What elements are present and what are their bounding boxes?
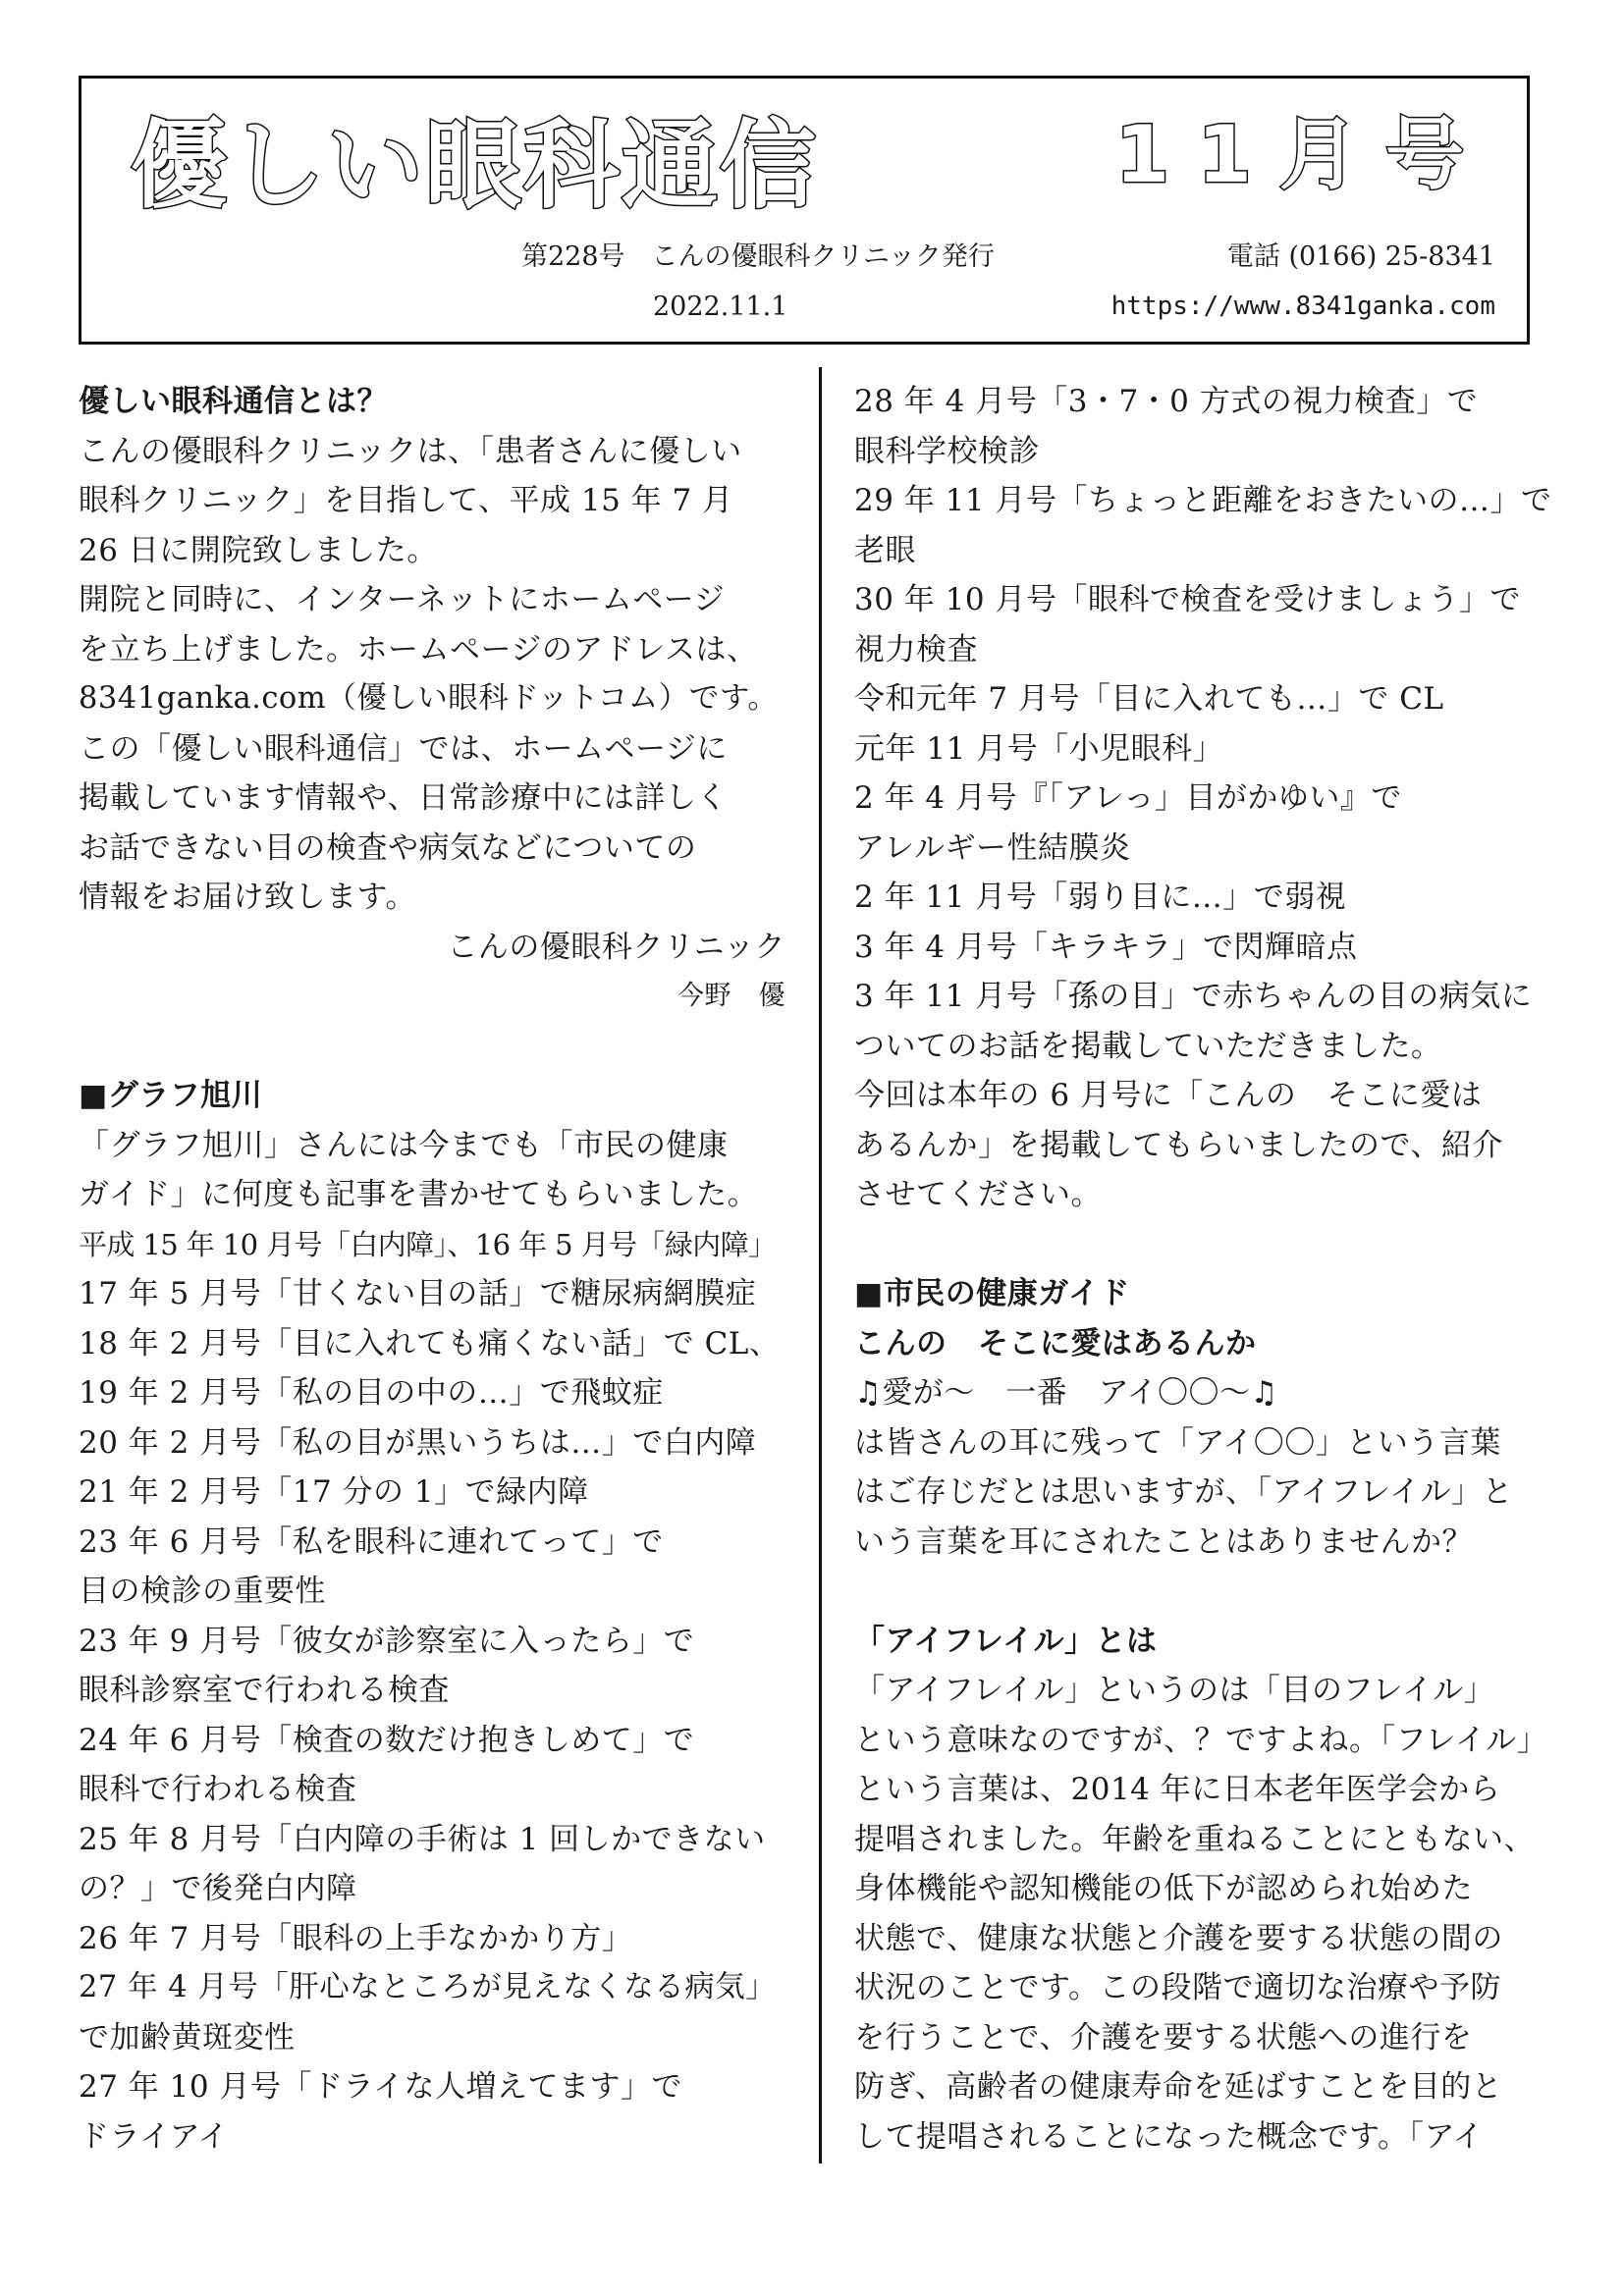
graph-line: 23 年 9 月号「彼女が診察室に入ったら」で	[79, 1623, 695, 1659]
intro-line: 26 日に開院致しました。	[79, 532, 438, 568]
guide-line: ♫愛が～ 一番 アイ〇〇～♫	[854, 1375, 1278, 1411]
eye-frail-paragraph	[854, 1666, 1561, 2162]
frail-line: 防ぎ、高齢者の健康寿命を延ばすことを目的と	[854, 2069, 1503, 2105]
intro-line: を立ち上げました。ホームページのアドレスは、	[79, 631, 758, 667]
frail-line: 提唱されました。年齢を重ねることにともない、	[854, 1821, 1535, 1857]
column-divider	[819, 367, 822, 2163]
intro-line: 掲載しています情報や、日常診療中には詳しく	[79, 780, 728, 816]
article-line: 視力検査	[854, 631, 978, 667]
graph-line: 20 年 2 月号「私の目が黒いうちは…」で白内障	[79, 1424, 757, 1461]
graph-line: ドライアイ	[79, 2118, 229, 2155]
masthead	[79, 76, 1530, 345]
frail-line: して提唱されることになった概念です。「アイ	[854, 2118, 1484, 2155]
graph-line: 26 年 7 月号「眼科の上手なかかり方」	[79, 1920, 633, 1956]
graph-line: 目の検診の重要性	[79, 1574, 326, 1609]
article-line: 2 年 4 月号『「アレっ」目がかゆい』で	[854, 780, 1402, 816]
graph-line: ガイド」に何度も記事を書かせてもらいました。	[79, 1177, 759, 1212]
section-gap	[854, 1567, 1561, 1617]
graph-line: 27 年 10 月号「ドライな人増えてます」で	[79, 2069, 683, 2105]
intro-line: 開院と同時に、インターネットにホームページ	[79, 582, 726, 617]
phone-number: 電話 (0166) 25-8341	[1226, 241, 1495, 272]
article-line: 老眼	[854, 532, 916, 568]
health-guide-subheading: こんの そこに愛はあるんか	[854, 1325, 1257, 1362]
graph-line: 眼科診察室で行われる検査	[79, 1673, 450, 1708]
issue-date: 2022.11.1	[653, 292, 788, 322]
frail-line: 状態で、健康な状態と介護を要する状態の間の	[854, 1920, 1503, 1956]
intro-line: こんの優眼科クリニックは、「患者さんに優しい	[79, 433, 742, 469]
section-gap	[79, 1022, 785, 1072]
graph-line: の？」で後発白内障	[79, 1871, 357, 1906]
article-line: 3 年 4 月号「キラキラ」で閃輝暗点	[854, 929, 1358, 965]
article-line: させてください。	[854, 1177, 1102, 1212]
guide-line: はご存じだとは思いますが、「アイフレイル」と	[854, 1474, 1513, 1510]
graph-line: 18 年 2 月号「目に入れても痛くない話」で CL、	[79, 1325, 781, 1362]
article-line: あるんか」を掲載してもらいましたので、紹介	[854, 1127, 1503, 1163]
publisher-line: 第228号 こんの優眼科クリニック発行	[521, 241, 995, 272]
article-line: 令和元年 7 月号「目に入れても…」で CL	[854, 681, 1444, 717]
intro-line: 情報をお届け致します。	[79, 880, 417, 915]
eye-frail-heading: 「アイフレイル」とは	[854, 1623, 1158, 1659]
website-url: https://www.8341ganka.com	[1110, 292, 1495, 321]
signature-name: 今野 優	[677, 981, 785, 1011]
graph-line: 23 年 6 月号「私を眼科に連れてって」で	[79, 1523, 664, 1560]
intro-paragraph	[79, 427, 785, 923]
graph-line: 25 年 8 月号「白内障の手術は 1 回しかできない	[79, 1821, 766, 1857]
article-line: ついてのお話を掲載していただきました。	[854, 1028, 1442, 1064]
article-line: 28 年 4 月号「3・7・0 方式の視力検査」で	[854, 384, 1479, 419]
guide-line: は皆さんの耳に残って「アイ〇〇」という言葉	[854, 1424, 1501, 1461]
issue-month: 11月号	[1114, 109, 1491, 200]
intro-line: この「優しい眼科通信」では、ホームページに	[79, 730, 728, 767]
graph-line: 17 年 5 月号「甘くない目の話」で糖尿病網膜症	[79, 1276, 757, 1311]
graph-line: 平成 15 年 10 月号「白内障」、16 年 5 月号「緑内障」	[79, 1227, 777, 1261]
signature-clinic: こんの優眼科クリニック	[447, 929, 785, 965]
graph-line: 24 年 6 月号「検査の数だけ抱きしめて」で	[79, 1722, 695, 1758]
guide-line: いう言葉を耳にされたことはありませんか？	[854, 1523, 1473, 1560]
article-line: 眼科学校検診	[854, 433, 1040, 469]
graph-asahikawa-heading: ■グラフ旭川	[79, 1078, 263, 1113]
article-line: 元年 11 月号「小児眼科」	[854, 730, 1224, 767]
left-column	[79, 377, 785, 2162]
past-articles-list	[854, 377, 1561, 1220]
graph-line: 19 年 2 月号「私の目の中の…」で飛蚊症	[79, 1375, 664, 1411]
frail-line: という意味なのですが、？ですよね。「フレイル」	[854, 1722, 1548, 1758]
article-line: 30 年 10 月号「眼科で検査を受けましょう」で	[854, 582, 1521, 617]
frail-line: を行うことで、介護を要する状態への進行を	[854, 2019, 1473, 2056]
graph-line: 「グラフ旭川」さんには今までも「市民の健康	[79, 1127, 729, 1163]
frail-line: 状況のことです。この段階で適切な治療や予防	[854, 1970, 1502, 2005]
newsletter-title: 優しい眼科通信	[131, 110, 819, 222]
intro-line: 眼科クリニック」を目指して、平成 15 年 7 月	[79, 483, 733, 518]
health-guide-intro	[854, 1368, 1561, 1567]
graph-line: で加齢黄斑変性	[79, 2019, 296, 2056]
article-line: 3 年 11 月号「孫の目」で赤ちゃんの目の病気に	[854, 979, 1533, 1014]
article-line: 今回は本年の 6 月号に「こんの そこに愛は	[854, 1078, 1483, 1113]
article-line: 29 年 11 月号「ちょっと距離をおきたいの…」で	[854, 483, 1552, 518]
article-line: アレルギー性結膜炎	[854, 829, 1131, 866]
frail-line: 「アイフレイル」というのは「目のフレイル」	[854, 1673, 1495, 1708]
intro-heading: 優しい眼科通信とは？	[79, 384, 388, 419]
frail-line: という言葉は、2014 年に日本老年医学会から	[854, 1772, 1501, 1807]
right-column	[854, 377, 1561, 2162]
graph-asahikawa-list	[79, 1121, 785, 2163]
article-line: 2 年 11 月号「弱り目に…」で弱視	[854, 880, 1347, 915]
section-gap	[854, 1220, 1561, 1270]
graph-line: 眼科で行われる検査	[79, 1772, 357, 1807]
intro-line: お話できない目の検査や病気などについての	[79, 829, 697, 866]
intro-line: 8341ganka.com（優しい眼科ドットコム）です。	[79, 681, 779, 716]
health-guide-heading: ■市民の健康ガイド	[854, 1276, 1130, 1311]
graph-line: 27 年 4 月号「肝心なところが見えなくなる病気」	[79, 1970, 777, 2004]
frail-line: 身体機能や認知機能の低下が認められ始めた	[854, 1871, 1473, 1906]
graph-line: 21 年 2 月号「17 分の 1」で緑内障	[79, 1474, 589, 1510]
